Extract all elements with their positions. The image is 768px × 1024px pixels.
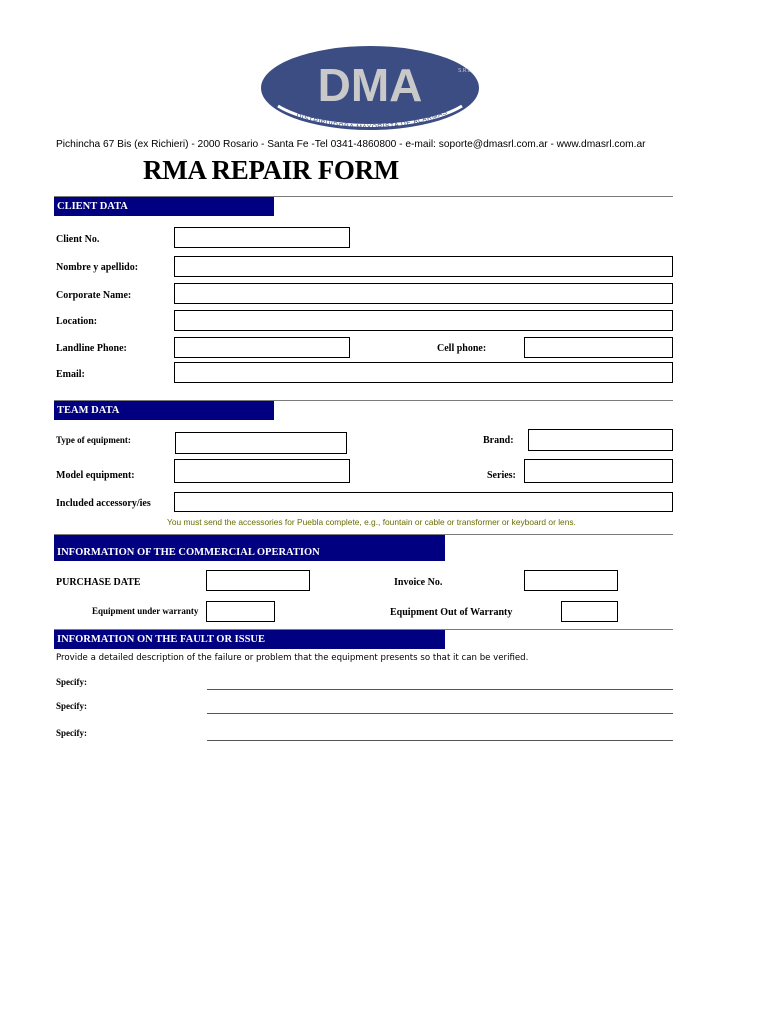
email-label: Email: [56, 369, 85, 380]
location-label: Location: [56, 316, 98, 327]
fault-description: Provide a detailed description of the failure or problem that the equipment presents so that it can be verified. [56, 653, 529, 663]
model-label: Model equipment: [56, 470, 135, 481]
series-label: Series: [487, 470, 516, 481]
purchase-date-field[interactable] [206, 570, 310, 591]
brand-field[interactable] [528, 429, 673, 451]
specify-line-2[interactable] [207, 713, 673, 714]
accessories-label: Included accessory/ies [56, 498, 151, 509]
cell-phone-label: Cell phone: [437, 343, 487, 354]
series-field[interactable] [524, 459, 673, 483]
specify-label-1: Specify: [56, 677, 87, 687]
invoice-label: Invoice No. [394, 577, 443, 588]
page-title: RMA REPAIR FORM [143, 155, 399, 185]
corporate-name-label: Corporate Name: [56, 290, 132, 301]
under-warranty-field[interactable] [206, 601, 275, 622]
accessories-note: You must send the accessories for Puebla complete, e.g., fountain or cable or transformer or keyboard or lens. [167, 517, 576, 527]
logo-letters: DMA [317, 59, 423, 111]
landline-field[interactable] [174, 337, 350, 358]
cell-phone-field[interactable] [524, 337, 673, 358]
section-client-data: CLIENT DATA [54, 197, 274, 216]
equipment-type-field[interactable] [175, 432, 347, 454]
specify-label-3: Specify: [56, 728, 87, 738]
equipment-type-label: Type of equipment: [56, 435, 131, 445]
email-field[interactable] [174, 362, 673, 383]
section-fault: INFORMATION ON THE FAULT OR ISSUE [54, 630, 445, 649]
model-field[interactable] [174, 459, 350, 483]
out-warranty-label: Equipment Out of Warranty [390, 607, 513, 618]
corporate-name-field[interactable] [174, 283, 673, 304]
company-address: Pichincha 67 Bis (ex Richieri) - 2000 Rosario - Santa Fe -Tel 0341-4860800 - e-mail: soporte@dmasrl.com.ar - www.dmasrl.com.ar [56, 139, 646, 150]
out-warranty-field[interactable] [561, 601, 618, 622]
client-no-label: Client No. [56, 234, 100, 245]
landline-label: Landline Phone: [56, 343, 127, 354]
specify-line-3[interactable] [207, 740, 673, 741]
purchase-date-label: PURCHASE DATE [56, 577, 141, 588]
name-label: Nombre y apellido: [56, 262, 139, 273]
specify-line-1[interactable] [207, 689, 673, 690]
under-warranty-label: Equipment under warranty [92, 606, 199, 616]
invoice-field[interactable] [524, 570, 618, 591]
name-field[interactable] [174, 256, 673, 277]
accessories-field[interactable] [174, 492, 673, 512]
client-no-field[interactable] [174, 227, 350, 248]
location-field[interactable] [174, 310, 673, 331]
section-commercial: INFORMATION OF THE COMMERCIAL OPERATION [54, 535, 445, 561]
brand-label: Brand: [483, 435, 514, 446]
section-team-data: TEAM DATA [54, 401, 274, 420]
specify-label-2: Specify: [56, 701, 87, 711]
logo-tagline: DISTRIBUIDORA MAYORISTA DE ALARMAS [295, 109, 449, 132]
logo-srl: S.R.L. [458, 68, 472, 74]
dma-logo [258, 44, 486, 140]
